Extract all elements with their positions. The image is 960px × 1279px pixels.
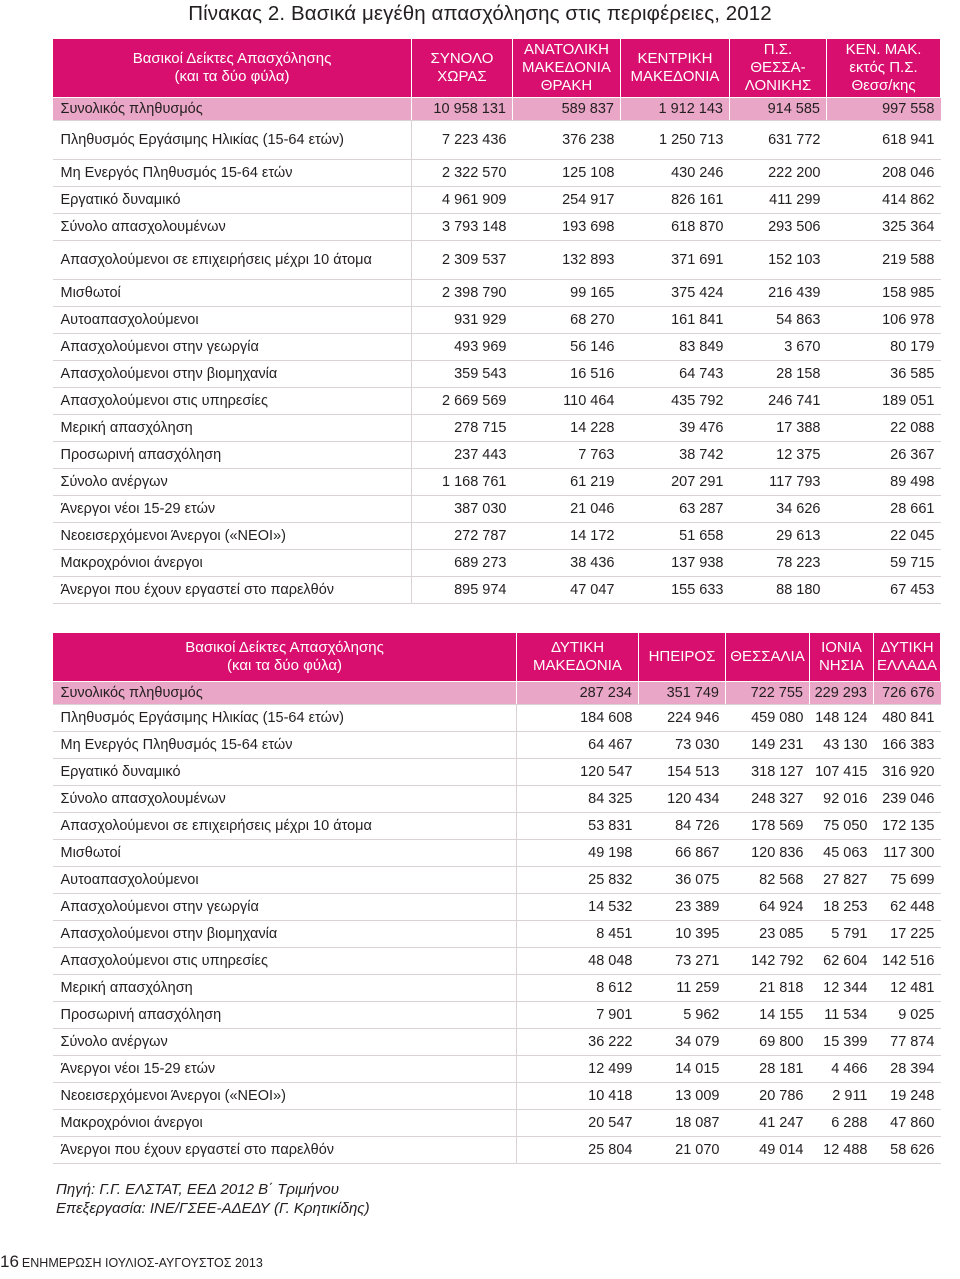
table-row (53, 361, 941, 388)
cell-value: 6 288 (810, 1110, 874, 1137)
row-label: Απασχολούμενοι σε επιχειρήσεις μέχρι 10 άτομα (53, 813, 517, 840)
cell-value: 132 893 (513, 241, 621, 280)
cell-value: 1 168 761 (412, 469, 513, 496)
cell-value: 69 800 (726, 1029, 810, 1056)
table-row (53, 160, 941, 187)
row-label: Απασχολούμενοι στην βιομηχανία (53, 361, 412, 388)
publication-name: ΕΝΗΜΕΡΩΣΗ ΙΟΥΛΙΟΣ-ΑΥΓΟΥΣΤΟΣ 2013 (21, 1256, 263, 1270)
table-row (53, 523, 941, 550)
cell-value: 166 383 (874, 732, 941, 759)
page-title: Πίνακας 2. Βασικά μεγέθη απασχόλησης στις περιφέρειες, 2012 (188, 2, 772, 25)
cell-value: 64 743 (621, 361, 730, 388)
table-row (53, 121, 941, 160)
cell-value: 2 398 790 (412, 280, 513, 307)
column-header-thessaloniki-urban: Π.Σ. ΘΕΣΣΑ- ΛΟΝΙΚΗΣ (730, 39, 827, 98)
row-label: Σύνολο απασχολουμένων (53, 786, 517, 813)
cell-value: 10 395 (639, 921, 726, 948)
table-row (53, 1002, 941, 1029)
table-row (53, 307, 941, 334)
cell-value: 5 791 (810, 921, 874, 948)
cell-value: 51 658 (621, 523, 730, 550)
cell-value: 480 841 (874, 705, 941, 732)
cell-value: 293 506 (730, 214, 827, 241)
cell-value: 73 271 (639, 948, 726, 975)
cell-value: 216 439 (730, 280, 827, 307)
cell-value: 14 228 (513, 415, 621, 442)
cell-value: 278 715 (412, 415, 513, 442)
cell-value: 895 974 (412, 577, 513, 604)
cell-value: 11 259 (639, 975, 726, 1002)
table-row (53, 894, 941, 921)
cell-value: 110 464 (513, 388, 621, 415)
column-header-thessaly: ΘΕΣΣΑΛΙΑ (726, 633, 810, 682)
cell-value: 38 436 (513, 550, 621, 577)
cell-value: 23 389 (639, 894, 726, 921)
cell-value: 18 253 (810, 894, 874, 921)
source-line: Πηγή: Γ.Γ. ΕΛΣΤΑΤ, ΕΕΔ 2012 Β΄ Τριμήνου (56, 1181, 339, 1198)
cell-value: 430 246 (621, 160, 730, 187)
cell-value: 351 749 (639, 682, 726, 705)
cell-value: 34 079 (639, 1029, 726, 1056)
cell-value: 89 498 (827, 469, 941, 496)
cell-value: 117 793 (730, 469, 827, 496)
table-row (53, 1029, 941, 1056)
table-row (53, 732, 941, 759)
cell-value: 152 103 (730, 241, 827, 280)
column-header-total-country: ΣΥΝΟΛΟ ΧΩΡΑΣ (412, 39, 513, 98)
table-row (53, 948, 941, 975)
table-header-row (53, 633, 941, 682)
cell-value: 7 763 (513, 442, 621, 469)
cell-value: 73 030 (639, 732, 726, 759)
row-label: Νεοεισερχόμενοι Άνεργοι («ΝΕΟΙ») (53, 523, 412, 550)
cell-value: 16 516 (513, 361, 621, 388)
cell-value: 4 961 909 (412, 187, 513, 214)
cell-value: 9 025 (874, 1002, 941, 1029)
cell-value: 36 222 (517, 1029, 639, 1056)
table-row (53, 469, 941, 496)
row-label: Μερική απασχόληση (53, 415, 412, 442)
cell-value: 12 499 (517, 1056, 639, 1083)
cell-value: 239 046 (874, 786, 941, 813)
cell-value: 142 516 (874, 948, 941, 975)
cell-value: 2 911 (810, 1083, 874, 1110)
cell-value: 28 661 (827, 496, 941, 523)
cell-value: 21 070 (639, 1137, 726, 1164)
table-row (53, 705, 941, 732)
cell-value: 931 929 (412, 307, 513, 334)
cell-value: 58 626 (874, 1137, 941, 1164)
cell-value: 207 291 (621, 469, 730, 496)
cell-value: 184 608 (517, 705, 639, 732)
cell-value: 21 046 (513, 496, 621, 523)
row-label: Συνολικός πληθυσμός (53, 682, 517, 705)
regions-table-2 (52, 632, 941, 1164)
cell-value: 64 467 (517, 732, 639, 759)
row-label: Άνεργοι που έχουν εργαστεί στο παρελθόν (53, 1137, 517, 1164)
cell-value: 148 124 (810, 705, 874, 732)
cell-value: 2 322 570 (412, 160, 513, 187)
column-header-west-greece: ΔΥΤΙΚΗ ΕΛΛΑΔΑ (874, 633, 941, 682)
column-header-ionian-islands: ΙΟΝΙΑ ΝΗΣΙΑ (810, 633, 874, 682)
row-label: Αυτοαπασχολούμενοι (53, 867, 517, 894)
cell-value: 376 238 (513, 121, 621, 160)
row-label: Άνεργοι νέοι 15-29 ετών (53, 1056, 517, 1083)
row-label: Προσωρινή απασχόληση (53, 1002, 517, 1029)
cell-value: 387 030 (412, 496, 513, 523)
cell-value: 12 344 (810, 975, 874, 1002)
row-label: Νεοεισερχόμενοι Άνεργοι («ΝΕΟΙ») (53, 1083, 517, 1110)
cell-value: 237 443 (412, 442, 513, 469)
cell-value: 10 418 (517, 1083, 639, 1110)
cell-value: 14 532 (517, 894, 639, 921)
cell-value: 48 048 (517, 948, 639, 975)
page-number: 16 (0, 1252, 19, 1271)
table-row (53, 241, 941, 280)
cell-value: 21 818 (726, 975, 810, 1002)
cell-value: 7 901 (517, 1002, 639, 1029)
cell-value: 287 234 (517, 682, 639, 705)
cell-value: 375 424 (621, 280, 730, 307)
row-label: Αυτοαπασχολούμενοι (53, 307, 412, 334)
cell-value: 158 985 (827, 280, 941, 307)
cell-value: 161 841 (621, 307, 730, 334)
cell-value: 17 225 (874, 921, 941, 948)
cell-value: 22 088 (827, 415, 941, 442)
column-header-indicator: Βασικοί Δείκτες Απασχόλησης (και τα δύο φύλα) (53, 39, 412, 98)
cell-value: 12 488 (810, 1137, 874, 1164)
cell-value: 13 009 (639, 1083, 726, 1110)
cell-value: 120 547 (517, 759, 639, 786)
cell-value: 149 231 (726, 732, 810, 759)
cell-value: 19 248 (874, 1083, 941, 1110)
cell-value: 459 080 (726, 705, 810, 732)
cell-value: 68 270 (513, 307, 621, 334)
cell-value: 62 604 (810, 948, 874, 975)
cell-value: 59 715 (827, 550, 941, 577)
cell-value: 77 874 (874, 1029, 941, 1056)
row-label: Μη Ενεργός Πληθυσμός 15-64 ετών (53, 732, 517, 759)
cell-value: 23 085 (726, 921, 810, 948)
cell-value: 4 466 (810, 1056, 874, 1083)
cell-value: 359 543 (412, 361, 513, 388)
cell-value: 254 917 (513, 187, 621, 214)
row-label: Σύνολο απασχολουμένων (53, 214, 412, 241)
cell-value: 12 375 (730, 442, 827, 469)
cell-value: 411 299 (730, 187, 827, 214)
cell-value: 39 476 (621, 415, 730, 442)
cell-value: 49 014 (726, 1137, 810, 1164)
cell-value: 272 787 (412, 523, 513, 550)
cell-value: 137 938 (621, 550, 730, 577)
cell-value: 36 585 (827, 361, 941, 388)
row-label: Μακροχρόνιοι άνεργοι (53, 1110, 517, 1137)
table-row (53, 280, 941, 307)
cell-value: 106 978 (827, 307, 941, 334)
row-label: Εργατικό δυναμικό (53, 759, 517, 786)
column-header-west-macedonia: ΔΥΤΙΚΗ ΜΑΚΕΔΟΝΙΑ (517, 633, 639, 682)
cell-value: 120 836 (726, 840, 810, 867)
cell-value: 84 325 (517, 786, 639, 813)
cell-value: 1 912 143 (621, 98, 730, 121)
cell-value: 80 179 (827, 334, 941, 361)
row-label: Απασχολούμενοι στην βιομηχανία (53, 921, 517, 948)
cell-value: 38 742 (621, 442, 730, 469)
cell-value: 14 015 (639, 1056, 726, 1083)
cell-value: 17 388 (730, 415, 827, 442)
table-row (53, 867, 941, 894)
cell-value: 53 831 (517, 813, 639, 840)
cell-value: 47 047 (513, 577, 621, 604)
row-label: Απασχολούμενοι στις υπηρεσίες (53, 388, 412, 415)
cell-value: 12 481 (874, 975, 941, 1002)
cell-value: 26 367 (827, 442, 941, 469)
cell-value: 54 863 (730, 307, 827, 334)
page-footer (0, 1252, 263, 1272)
row-label: Μισθωτοί (53, 280, 412, 307)
cell-value: 414 862 (827, 187, 941, 214)
cell-value: 88 180 (730, 577, 827, 604)
cell-value: 8 451 (517, 921, 639, 948)
cell-value: 10 958 131 (412, 98, 513, 121)
row-label: Άνεργοι νέοι 15-29 ετών (53, 496, 412, 523)
cell-value: 8 612 (517, 975, 639, 1002)
cell-value: 117 300 (874, 840, 941, 867)
cell-value: 14 172 (513, 523, 621, 550)
cell-value: 189 051 (827, 388, 941, 415)
cell-value: 826 161 (621, 187, 730, 214)
cell-value: 15 399 (810, 1029, 874, 1056)
row-label: Συνολικός πληθυσμός (53, 98, 412, 121)
cell-value: 82 568 (726, 867, 810, 894)
table-row (53, 1137, 941, 1164)
cell-value: 62 448 (874, 894, 941, 921)
cell-value: 689 273 (412, 550, 513, 577)
table-header-row (53, 39, 941, 98)
cell-value: 92 016 (810, 786, 874, 813)
table-row (53, 577, 941, 604)
table-row (53, 388, 941, 415)
cell-value: 1 250 713 (621, 121, 730, 160)
cell-value: 246 741 (730, 388, 827, 415)
table-row (53, 98, 941, 121)
cell-value: 61 219 (513, 469, 621, 496)
row-label: Μερική απασχόληση (53, 975, 517, 1002)
cell-value: 154 513 (639, 759, 726, 786)
regions-table-1 (52, 38, 941, 604)
row-label: Απασχολούμενοι στις υπηρεσίες (53, 948, 517, 975)
cell-value: 493 969 (412, 334, 513, 361)
cell-value: 178 569 (726, 813, 810, 840)
cell-value: 7 223 436 (412, 121, 513, 160)
cell-value: 172 135 (874, 813, 941, 840)
cell-value: 193 698 (513, 214, 621, 241)
cell-value: 28 158 (730, 361, 827, 388)
cell-value: 63 287 (621, 496, 730, 523)
table-row (53, 786, 941, 813)
cell-value: 84 726 (639, 813, 726, 840)
cell-value: 75 699 (874, 867, 941, 894)
cell-value: 25 832 (517, 867, 639, 894)
cell-value: 28 181 (726, 1056, 810, 1083)
table-row (53, 840, 941, 867)
cell-value: 229 293 (810, 682, 874, 705)
table-row (53, 334, 941, 361)
cell-value: 125 108 (513, 160, 621, 187)
cell-value: 45 063 (810, 840, 874, 867)
cell-value: 20 547 (517, 1110, 639, 1137)
table-row (53, 921, 941, 948)
cell-value: 18 087 (639, 1110, 726, 1137)
cell-value: 997 558 (827, 98, 941, 121)
table-row (53, 496, 941, 523)
table-row (53, 550, 941, 577)
processing-line: Επεξεργασία: ΙΝΕ/ΓΣΕΕ-ΑΔΕΔΥ (Γ. Κρητικίδης) (56, 1200, 370, 1217)
cell-value: 34 626 (730, 496, 827, 523)
cell-value: 107 415 (810, 759, 874, 786)
cell-value: 56 146 (513, 334, 621, 361)
cell-value: 222 200 (730, 160, 827, 187)
cell-value: 224 946 (639, 705, 726, 732)
cell-value: 20 786 (726, 1083, 810, 1110)
cell-value: 78 223 (730, 550, 827, 577)
cell-value: 28 394 (874, 1056, 941, 1083)
row-label: Απασχολούμενοι σε επιχειρήσεις μέχρι 10 άτομα (53, 241, 412, 280)
cell-value: 2 669 569 (412, 388, 513, 415)
cell-value: 631 772 (730, 121, 827, 160)
cell-value: 41 247 (726, 1110, 810, 1137)
row-label: Μακροχρόνιοι άνεργοι (53, 550, 412, 577)
cell-value: 618 870 (621, 214, 730, 241)
cell-value: 316 920 (874, 759, 941, 786)
row-label: Σύνολο ανέργων (53, 469, 412, 496)
cell-value: 722 755 (726, 682, 810, 705)
cell-value: 64 924 (726, 894, 810, 921)
cell-value: 36 075 (639, 867, 726, 894)
table-row (53, 415, 941, 442)
cell-value: 66 867 (639, 840, 726, 867)
cell-value: 248 327 (726, 786, 810, 813)
cell-value: 43 130 (810, 732, 874, 759)
row-label: Πληθυσμός Εργάσιμης Ηλικίας (15-64 ετών) (53, 705, 517, 732)
cell-value: 27 827 (810, 867, 874, 894)
cell-value: 83 849 (621, 334, 730, 361)
source-note (56, 1180, 370, 1218)
cell-value: 914 585 (730, 98, 827, 121)
cell-value: 589 837 (513, 98, 621, 121)
cell-value: 142 792 (726, 948, 810, 975)
table-row (53, 1110, 941, 1137)
row-label: Προσωρινή απασχόληση (53, 442, 412, 469)
row-label: Εργατικό δυναμικό (53, 187, 412, 214)
cell-value: 99 165 (513, 280, 621, 307)
table-row (53, 682, 941, 705)
cell-value: 14 155 (726, 1002, 810, 1029)
table-row (53, 975, 941, 1002)
table-row (53, 442, 941, 469)
table-row (53, 1056, 941, 1083)
cell-value: 435 792 (621, 388, 730, 415)
cell-value: 49 198 (517, 840, 639, 867)
column-header-east-macedonia-thrace: ΑΝΑΤΟΛΙΚΗ ΜΑΚΕΔΟΝΙΑ ΘΡΑΚΗ (513, 39, 621, 98)
cell-value: 75 050 (810, 813, 874, 840)
table-row (53, 813, 941, 840)
cell-value: 5 962 (639, 1002, 726, 1029)
cell-value: 3 793 148 (412, 214, 513, 241)
cell-value: 2 309 537 (412, 241, 513, 280)
cell-value: 325 364 (827, 214, 941, 241)
row-label: Μη Ενεργός Πληθυσμός 15-64 ετών (53, 160, 412, 187)
cell-value: 208 046 (827, 160, 941, 187)
table-row (53, 759, 941, 786)
cell-value: 11 534 (810, 1002, 874, 1029)
cell-value: 67 453 (827, 577, 941, 604)
table-row (53, 1083, 941, 1110)
row-label: Μισθωτοί (53, 840, 517, 867)
column-header-central-macedonia-excl-thessaloniki: ΚΕΝ. ΜΑΚ. εκτός Π.Σ. Θεσσ/κης (827, 39, 941, 98)
cell-value: 47 860 (874, 1110, 941, 1137)
cell-value: 155 633 (621, 577, 730, 604)
cell-value: 3 670 (730, 334, 827, 361)
row-label: Πληθυσμός Εργάσιμης Ηλικίας (15-64 ετών) (53, 121, 412, 160)
cell-value: 22 045 (827, 523, 941, 550)
row-label: Σύνολο ανέργων (53, 1029, 517, 1056)
cell-value: 318 127 (726, 759, 810, 786)
column-header-indicator: Βασικοί Δείκτες Απασχόλησης (και τα δύο φύλα) (53, 633, 517, 682)
row-label: Άνεργοι που έχουν εργαστεί στο παρελθόν (53, 577, 412, 604)
table-row (53, 187, 941, 214)
cell-value: 25 804 (517, 1137, 639, 1164)
column-header-epirus: ΗΠΕΙΡΟΣ (639, 633, 726, 682)
row-label: Απασχολούμενοι στην γεωργία (53, 334, 412, 361)
cell-value: 726 676 (874, 682, 941, 705)
row-label: Απασχολούμενοι στην γεωργία (53, 894, 517, 921)
cell-value: 120 434 (639, 786, 726, 813)
cell-value: 29 613 (730, 523, 827, 550)
cell-value: 371 691 (621, 241, 730, 280)
cell-value: 219 588 (827, 241, 941, 280)
table-row (53, 214, 941, 241)
column-header-central-macedonia: ΚΕΝΤΡΙΚΗ ΜΑΚΕΔΟΝΙΑ (621, 39, 730, 98)
cell-value: 618 941 (827, 121, 941, 160)
